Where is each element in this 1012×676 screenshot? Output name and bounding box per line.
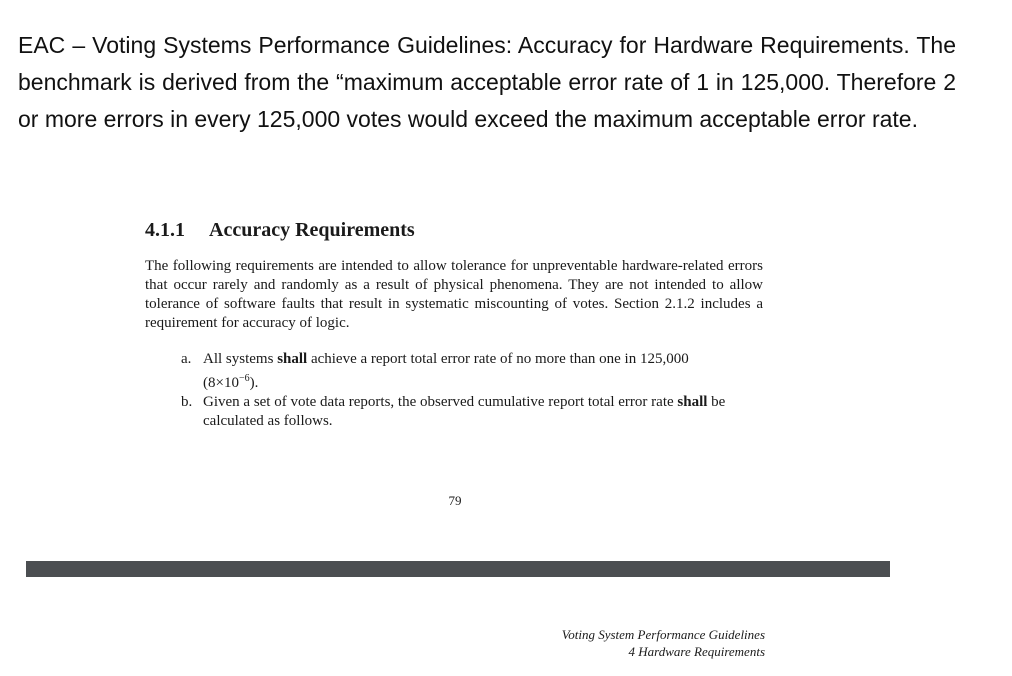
- intro-paragraph: EAC – Voting Systems Performance Guidelines: Accuracy for Hardware Requirements. The benchmark is derived from the “maximum acceptable error rate of 1 in 125,000. Therefore 2 or more errors in every 125,000 votes would exceed the maximum acceptable error rate.: [18, 32, 956, 132]
- requirement-text: achieve a report total error rate of no more than one in 125,000: [307, 351, 689, 367]
- requirement-item-b: [181, 393, 763, 431]
- document-excerpt: [145, 215, 763, 431]
- requirement-item-a: [181, 350, 763, 393]
- requirement-marker: a.: [181, 351, 192, 367]
- error-rate-formula: $(8\times 10^{-6})$.: [203, 373, 259, 391]
- section-number: 4.1.1: [145, 219, 185, 241]
- requirement-text: Given a set of vote data reports, the observed cumulative report total error rate: [203, 394, 678, 410]
- page-separator-bar: [26, 561, 890, 577]
- section-heading: [145, 215, 763, 245]
- footer-line-2: 4 Hardware Requirements: [628, 644, 765, 659]
- requirement-text: be calculated as follows.: [203, 394, 726, 429]
- requirements-list: [181, 350, 763, 431]
- section-title: Accuracy Requirements: [209, 219, 415, 241]
- requirement-marker: b.: [181, 394, 193, 410]
- requirement-emphasis: shall: [677, 394, 708, 410]
- running-footer: [420, 626, 765, 660]
- footer-line-1: Voting System Performance Guidelines: [561, 627, 765, 642]
- page-number: 79: [448, 493, 462, 508]
- requirement-emphasis: shall: [277, 351, 308, 367]
- requirement-text: All systems: [203, 351, 278, 367]
- section-paragraph: The following requirements are intended to allow tolerance for unpreventable hardware-related errors that occur rarely and randomly as a result of physical phenomena. They are not intended to allow tolerance of software faults that result in systematic miscounting of votes. Section 2.1.2 includes a requirement for accuracy of logic.: [145, 258, 763, 331]
